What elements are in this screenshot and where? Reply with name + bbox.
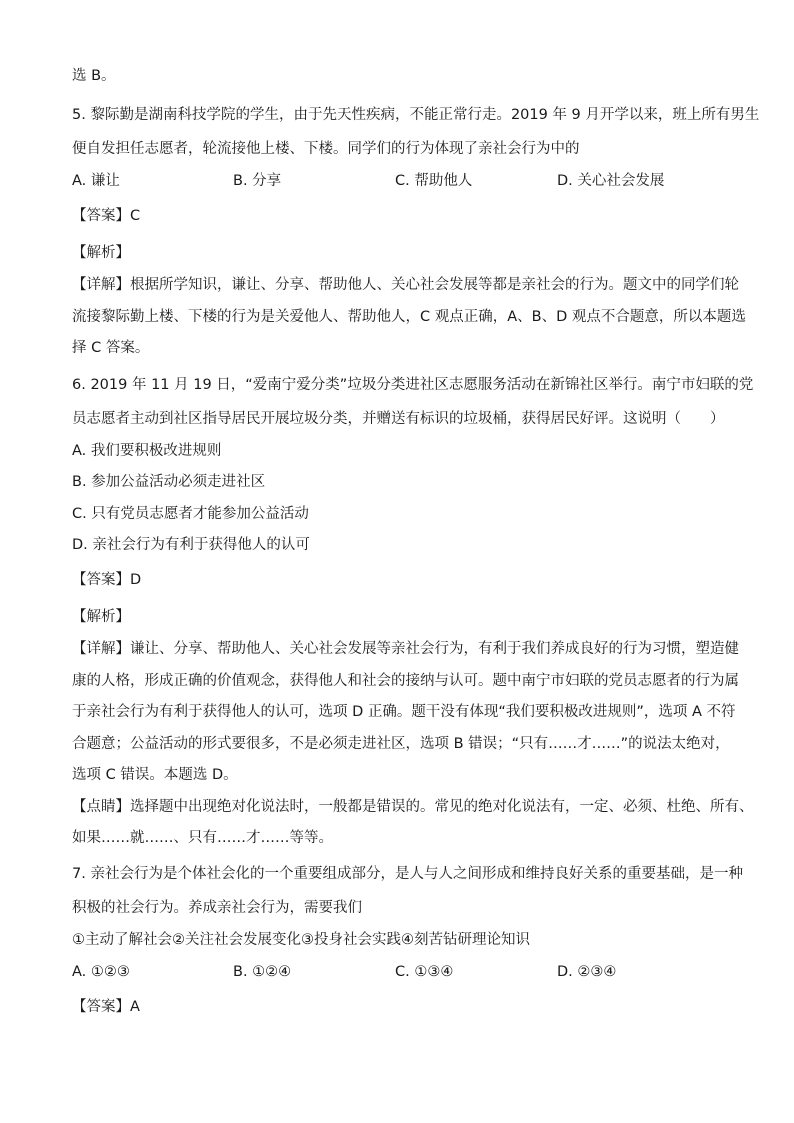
q5-analysis-heading: 【解析】 xyxy=(72,245,130,261)
q6-option-c: C. 只有党员志愿者才能参加公益活动 xyxy=(72,506,309,522)
q6-detail-line: 于亲社会行为有利于获得他人的认可，选项 D 正确。题干没有体现“我们要积极改进规则”，选项 A 不符 xyxy=(72,704,736,720)
q6-detail-line: 选项 C 错误。本题选 D。 xyxy=(72,767,238,783)
q5-option-c: C. 帮助他人 xyxy=(395,173,473,189)
q6-detail-line: 【详解】谦让、分享、帮助他人、关心社会发展等亲社会行为，有利于我们养成良好的行为习惯，塑造健 xyxy=(72,641,739,657)
q5-detail-line: 择 C 答案。 xyxy=(72,340,150,356)
q6-analysis-heading: 【解析】 xyxy=(72,609,130,625)
question-5-stem: 5. 黎际勤是湖南科技学院的学生，由于先天性疾病，不能正常行走。2019 年 9 月开学以来，班上所有男生 xyxy=(72,107,760,123)
q5-detail-line: 流接黎际勤上楼、下楼的行为是关爱他人、帮助他人，C 观点正确，A、B、D 观点不合题意，所以本题选 xyxy=(72,309,746,325)
q6-option-a: A. 我们要积极改进规则 xyxy=(72,443,222,459)
question-7-items: ①主动了解社会②关注社会发展变化③投身社会实践④刻苦钻研理论知识 xyxy=(72,932,530,948)
q6-tip-line: 如果……就……、只有……才……等等。 xyxy=(72,830,333,846)
text-line: 选 B。 xyxy=(72,68,116,84)
q6-answer: 【答案】D xyxy=(72,572,142,588)
question-7-stem-cont: 积极的社会行为。养成亲社会行为，需要我们 xyxy=(72,900,362,916)
q5-option-d: D. 关心社会发展 xyxy=(557,173,665,189)
question-7-stem: 7. 亲社会行为是个体社会化的一个重要组成部分，是人与人之间形成和维持良好关系的重要基础，是一种 xyxy=(72,866,743,882)
q6-detail-line: 合题意；公益活动的形式要很多，不是必须走进社区，选项 B 错误；“只有……才……”的说法太绝对， xyxy=(72,736,730,752)
q7-option-a: A. ①②③ xyxy=(72,964,130,980)
q7-option-c: C. ①③④ xyxy=(395,964,454,980)
q6-option-d: D. 亲社会行为有利于获得他人的认可 xyxy=(72,537,310,553)
q7-option-b: B. ①②④ xyxy=(233,964,292,980)
question-6-stem-cont: 员志愿者主动到社区指导居民开展垃圾分类，并赠送有标识的垃圾桶，获得居民好评。这说明（ ） xyxy=(72,411,725,427)
q5-answer: 【答案】C xyxy=(72,208,141,224)
question-5-stem-cont: 便自发担任志愿者，轮流接他上楼、下楼。同学们的行为体现了亲社会行为中的 xyxy=(72,141,580,157)
q6-detail-line: 康的人格，形成正确的价值观念，获得他人和社会的接纳与认可。题中南宁市妇联的党员志愿者的行为属 xyxy=(72,673,739,689)
q5-option-a: A. 谦让 xyxy=(72,173,120,189)
question-6-stem: 6. 2019 年 11 月 19 日，“爱南宁爱分类”垃圾分类进社区志愿服务活动在新锦社区举行。南宁市妇联的党 xyxy=(72,377,754,393)
q7-answer: 【答案】A xyxy=(72,999,140,1015)
q6-option-b: B. 参加公益活动必须走进社区 xyxy=(72,474,266,490)
q6-tip-line: 【点睛】选择题中出现绝对化说法时，一般都是错误的。常见的绝对化说法有，一定、必须、杜绝、所有、 xyxy=(72,799,754,815)
q5-detail-line: 【详解】根据所学知识，谦让、分享、帮助他人、关心社会发展等都是亲社会的行为。题文中的同学们轮 xyxy=(72,277,739,293)
q7-option-d: D. ②③④ xyxy=(557,964,617,980)
q5-option-b: B. 分享 xyxy=(233,173,282,189)
